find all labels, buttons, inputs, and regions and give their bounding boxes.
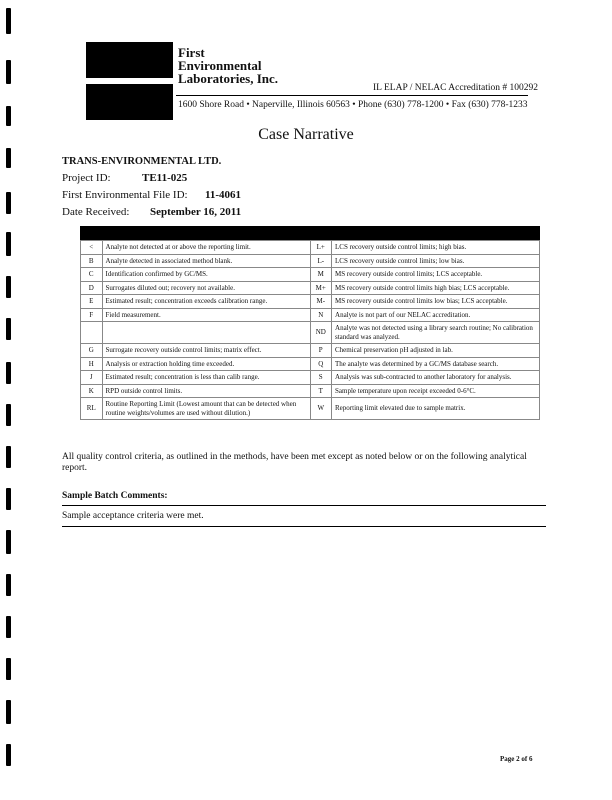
page-title: Case Narrative <box>258 126 354 143</box>
qualifier-row <box>81 308 540 322</box>
qualifier-code: C <box>81 268 103 282</box>
qualifier-code: M+ <box>310 281 332 295</box>
qualifier-description: Analyte is not part of our NELAC accreditation. <box>332 308 540 322</box>
qualifier-code: E <box>81 295 103 309</box>
qualifier-description: Field measurement. <box>102 308 310 322</box>
qualifier-code: N <box>310 308 332 322</box>
project-id-line <box>62 172 187 184</box>
qualifier-description: Analysis or extraction holding time exceeded. <box>102 357 310 371</box>
batch-rule-bottom <box>62 526 546 527</box>
qualifier-description: Analyte was not detected using a library search routine; No calibration standard was analyzed. <box>332 322 540 344</box>
date-received-line <box>62 206 241 218</box>
qualifier-description: Analysis was sub-contracted to another laboratory for analysis. <box>332 371 540 385</box>
qualifier-row <box>81 398 540 420</box>
punch-mark <box>6 106 11 126</box>
quality-note: All quality control criteria, as outlined in the methods, have been met except as noted below or on the following analytical report. <box>62 452 527 473</box>
punch-mark <box>6 232 11 256</box>
qualifier-description: MS recovery outside control limits high bias; LCS acceptable. <box>332 281 540 295</box>
qualifier-table <box>80 240 540 420</box>
qualifier-description: Estimated result; concentration is less than calib range. <box>102 371 310 385</box>
file-id-value: 11-4061 <box>205 189 242 201</box>
qualifier-row <box>81 281 540 295</box>
punch-mark <box>6 658 11 680</box>
qualifier-code: K <box>81 384 103 398</box>
qualifier-code: B <box>81 254 103 268</box>
qualifier-code: M- <box>310 295 332 309</box>
qualifier-code: < <box>81 241 103 255</box>
qualifier-code: Q <box>310 357 332 371</box>
page-number: Page 2 of 6 <box>500 755 533 763</box>
punch-mark <box>6 318 11 340</box>
qualifier-row <box>81 241 540 255</box>
qualifier-code: L- <box>310 254 332 268</box>
batch-comments-text: Sample acceptance criteria were met. <box>62 511 204 521</box>
qualifier-code <box>81 322 103 344</box>
lab-name-line: First <box>178 45 205 60</box>
punch-mark <box>6 446 11 468</box>
qualifier-code: M <box>310 268 332 282</box>
punch-mark <box>6 148 11 168</box>
qualifier-code: L+ <box>310 241 332 255</box>
qualifier-description: Reporting limit elevated due to sample matrix. <box>332 398 540 420</box>
qualifier-row <box>81 268 540 282</box>
qualifier-description: Analyte not detected at or above the reporting limit. <box>102 241 310 255</box>
file-id-label: First Environmental File ID: <box>62 189 188 201</box>
qualifier-row <box>81 322 540 344</box>
qualifier-description: The analyte was determined by a GC/MS database search. <box>332 357 540 371</box>
punch-mark <box>6 362 11 384</box>
punch-mark <box>6 60 11 84</box>
batch-comments-heading: Sample Batch Comments: <box>62 491 168 501</box>
lab-name <box>178 46 278 85</box>
punch-mark <box>6 488 11 510</box>
qualifier-row <box>81 344 540 358</box>
batch-rule-top <box>62 505 546 506</box>
qualifier-description: Surrogate recovery outside control limits; matrix effect. <box>102 344 310 358</box>
punch-mark <box>6 700 11 724</box>
date-received-label: Date Received: <box>62 206 130 218</box>
qualifier-row <box>81 357 540 371</box>
date-received-value: September 16, 2011 <box>150 206 242 218</box>
header-rule <box>176 95 528 96</box>
qualifier-code: H <box>81 357 103 371</box>
client-name: TRANS-ENVIRONMENTAL LTD. <box>62 156 222 167</box>
qualifier-description: Analyte detected in associated method blank. <box>102 254 310 268</box>
qualifier-description: Routine Reporting Limit (Lowest amount that can be detected when routine weights/volumes are used without dilution.) <box>102 398 310 420</box>
qualifier-row <box>81 371 540 385</box>
file-id-line <box>62 189 241 201</box>
qualifier-code: D <box>81 281 103 295</box>
qualifier-code: P <box>310 344 332 358</box>
qualifier-code: W <box>310 398 332 420</box>
qualifier-code: RL <box>81 398 103 420</box>
qualifier-description: LCS recovery outside control limits; high bias. <box>332 241 540 255</box>
punch-mark <box>6 192 11 214</box>
qualifier-row <box>81 254 540 268</box>
qualifier-description: Identification confirmed by GC/MS. <box>102 268 310 282</box>
punch-mark <box>6 8 11 34</box>
qualifier-description: RPD outside control limits. <box>102 384 310 398</box>
qualifier-description: MS recovery outside control limits; LCS acceptable. <box>332 268 540 282</box>
lab-address: 1600 Shore Road • Naperville, Illinois 60563 • Phone (630) 778-1200 • Fax (630) 778-1233 <box>178 100 528 110</box>
qualifier-description: Chemical preservation pH adjusted in lab. <box>332 344 540 358</box>
punch-mark <box>6 574 11 596</box>
qualifier-code: J <box>81 371 103 385</box>
punch-mark <box>6 744 11 766</box>
qualifier-description <box>102 322 310 344</box>
qualifier-code: T <box>310 384 332 398</box>
qualifier-description: Surrogates diluted out; recovery not available. <box>102 281 310 295</box>
qualifier-row <box>81 384 540 398</box>
qualifier-code: F <box>81 308 103 322</box>
qualifier-description: Estimated result; concentration exceeds calibration range. <box>102 295 310 309</box>
qualifier-description: MS recovery outside control limits low bias; LCS acceptable. <box>332 295 540 309</box>
qualifier-code: G <box>81 344 103 358</box>
project-id-label: Project ID: <box>62 172 111 184</box>
qualifier-description: Sample temperature upon receipt exceeded 0-6°C. <box>332 384 540 398</box>
lab-name-line: Laboratories, Inc. <box>178 71 279 86</box>
punch-mark <box>6 404 11 426</box>
logo-block-bottom <box>86 84 173 120</box>
qualifier-code: S <box>310 371 332 385</box>
qualifier-header-bar <box>80 226 540 240</box>
qualifier-row <box>81 295 540 309</box>
punch-mark <box>6 530 11 554</box>
accreditation: IL ELAP / NELAC Accreditation # 100292 <box>373 83 538 93</box>
qualifier-description: LCS recovery outside control limits; low bias. <box>332 254 540 268</box>
punch-mark <box>6 276 11 298</box>
logo-block-top <box>86 42 173 78</box>
project-id-value: TE11-025 <box>142 172 188 184</box>
punch-mark <box>6 616 11 638</box>
qualifier-code: ND <box>310 322 332 344</box>
lab-name-line: Environmental <box>178 58 262 73</box>
